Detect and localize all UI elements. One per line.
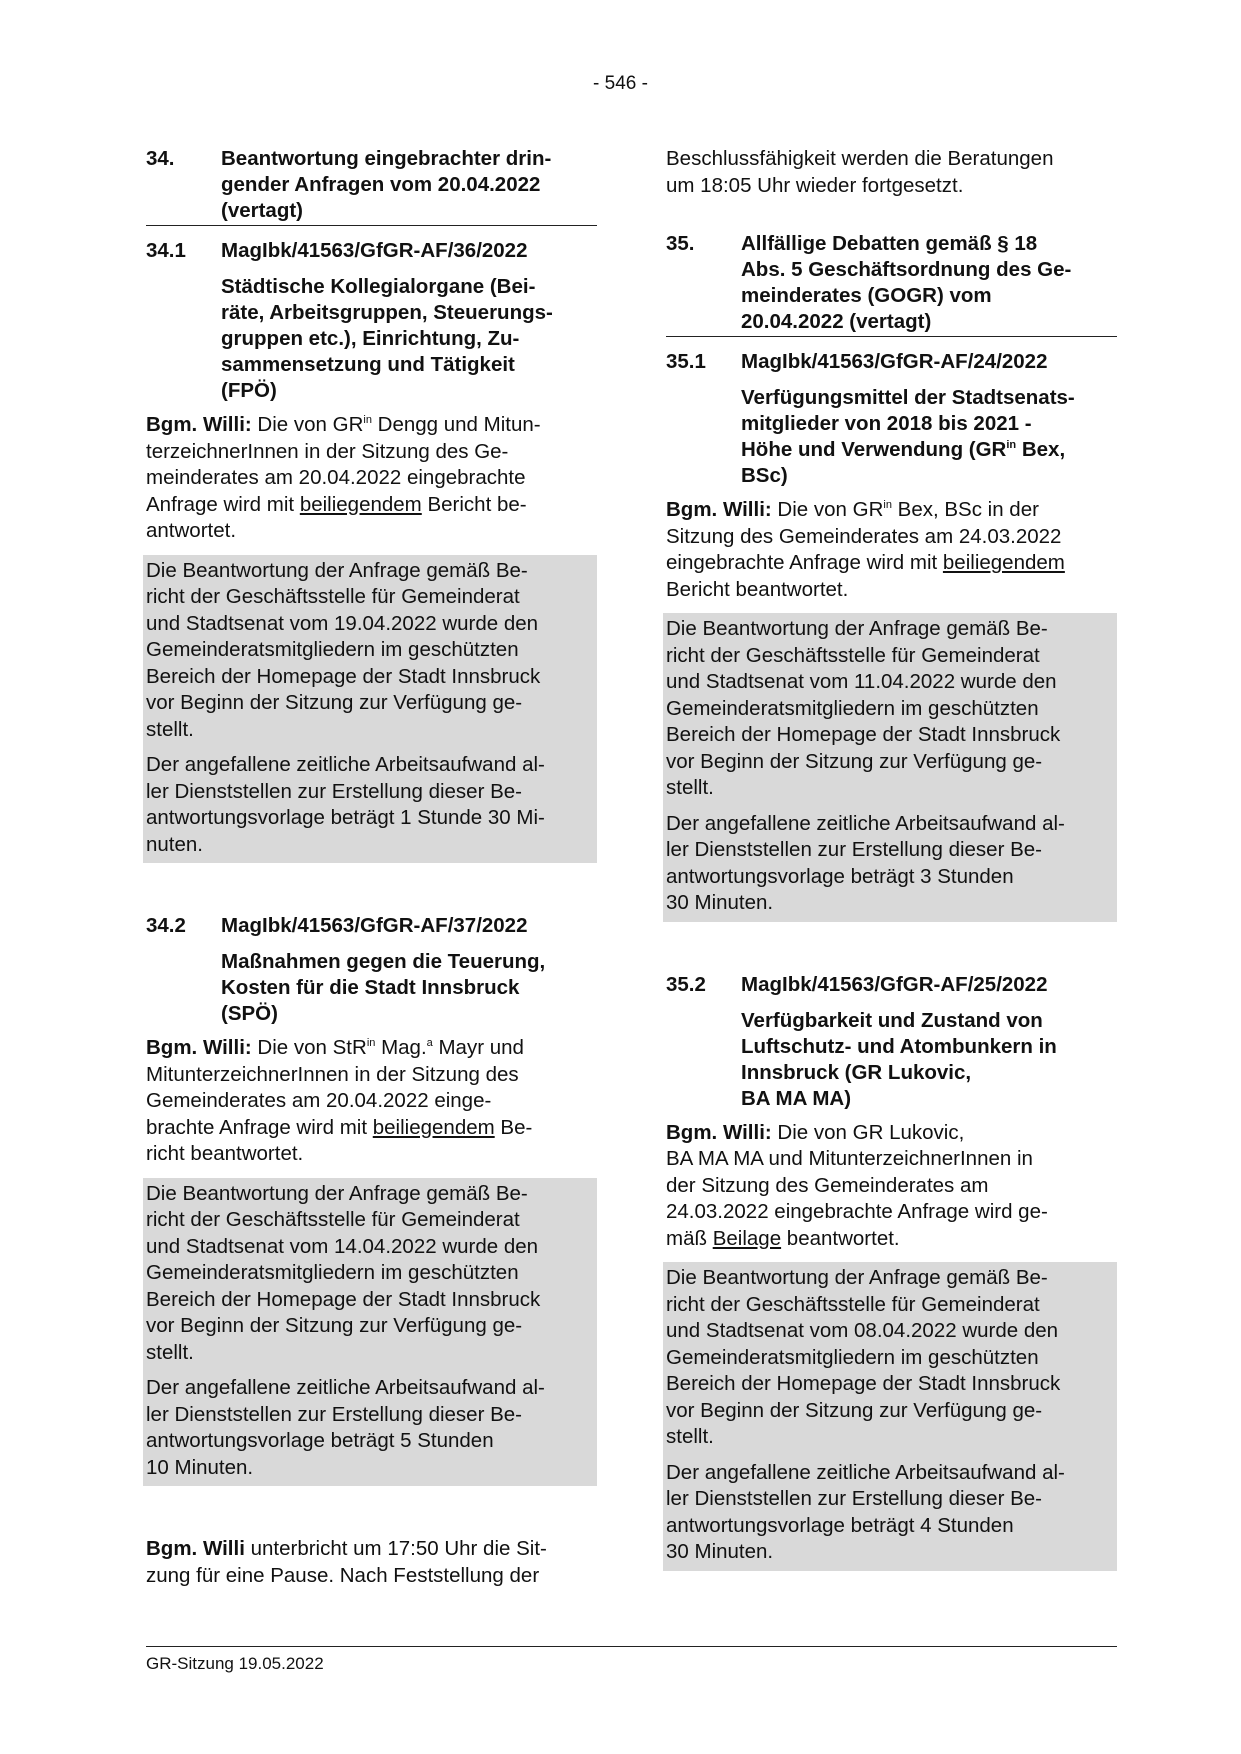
subtitle-line: Luftschutz- und Atombunkern in	[741, 1034, 1057, 1058]
subtitle-line: Kosten für die Stadt Innsbruck	[221, 976, 520, 999]
footer-divider	[146, 1646, 1117, 1647]
body-line: meinderates am 20.04.2022 eingebrachte	[146, 466, 526, 489]
title-line: meinderates (GOGR) vom	[741, 284, 992, 307]
item-34-2-note	[143, 1178, 597, 1487]
item-number: 35.2	[666, 972, 706, 996]
body-text: Die von GR	[251, 413, 364, 436]
body-text: Mag.	[375, 1036, 427, 1059]
subtitle-line: Städtische Kollegialorgane (Bei-	[221, 275, 536, 298]
body-text: Die von GR Lukovic,	[771, 1120, 965, 1144]
subtitle-text: Höhe und Verwendung (GR	[741, 438, 1007, 461]
superscript: in	[363, 414, 372, 426]
body-line: zung für eine Pause. Nach Feststellung der	[146, 1563, 540, 1587]
left-column	[146, 146, 597, 1589]
section-title	[741, 231, 1117, 335]
body-text: Dengg und Mitun-	[371, 413, 541, 436]
page-number: - 546 -	[593, 73, 648, 94]
subtitle-line: räte, Arbeitsgruppen, Steuerungs-	[221, 301, 553, 324]
body-line: der Sitzung des Gemeinderates am	[666, 1173, 989, 1197]
body-line: MitunterzeichnerInnen in der Sitzung des	[146, 1062, 519, 1086]
speaker-name: Bgm. Willi:	[146, 413, 252, 436]
effort-paragraph: Der angefallene zeitliche Arbeitsaufwand al- ler Dienststellen zur Erstellung dieser Be- antwortungsvorlage beträgt 1 Stunde 30 Mi- nuten.	[146, 753, 545, 856]
item-number: 34.1	[146, 239, 186, 262]
body-text: brachte Anfrage wird mit	[146, 1115, 373, 1139]
note-paragraph: Die Beantwortung der Anfrage gemäß Be- richt der Geschäftsstelle für Gemeinderat und Stadtsenat vom 14.04.2022 wurde den Gemeinderatsmitgliedern im geschützten Bereich der Homepage der Stadt Innsbruck vor Beginn der Sitzung zur Verfügung ge- stellt.	[146, 1181, 541, 1364]
section-number: 34.	[146, 147, 175, 170]
attachment-link[interactable]: beiliegendem	[372, 1115, 495, 1139]
body-line: 24.03.2022 eingebrachte Anfrage wird ge-	[666, 1200, 1048, 1223]
title-line: (vertagt)	[221, 199, 304, 222]
superscript: in	[366, 1037, 376, 1049]
note-paragraph: Die Beantwortung der Anfrage gemäß Be- richt der Geschäftsstelle für Gemeinderat und Stadtsenat vom 08.04.2022 wurde den Gemeinderatsmitgliedern im geschützten Bereich der Homepage der Stadt Innsbruck vor Beginn der Sitzung zur Verfügung ge- stellt.	[666, 1266, 1061, 1448]
body-text: Be-	[494, 1115, 533, 1139]
title-line: Abs. 5 Geschäftsordnung des Ge-	[741, 258, 1072, 281]
note-paragraph: Die Beantwortung der Anfrage gemäß Be- richt der Geschäftsstelle für Gemeinderat und Stadtsenat vom 11.04.2022 wurde den Gemeinderatsmitgliedern im geschützten Bereich der Homepage der Stadt Innsbruck vor Beginn der Sitzung zur Verfügung ge- stellt.	[666, 617, 1061, 799]
item-number: 34.2	[146, 914, 186, 937]
superscript: in	[1006, 439, 1017, 451]
item-35-2-subtitle	[741, 1008, 1117, 1112]
attachment-link[interactable]: beiliegendem	[942, 551, 1065, 574]
effort-paragraph: Der angefallene zeitliche Arbeitsaufwand al- ler Dienststellen zur Erstellung dieser Be- antwortungsvorlage beträgt 4 Stunden 30 Minuten.	[666, 1460, 1065, 1563]
body-text: eingebrachte Anfrage wird mit	[666, 551, 943, 574]
pause-note	[146, 1536, 597, 1589]
body-line: Sitzung des Gemeinderates am 24.03.2022	[666, 524, 1062, 548]
subtitle-line: sammensetzung und Tätigkeit	[221, 353, 515, 376]
body-line: Beschlussfähigkeit werden die Beratungen	[666, 147, 1054, 170]
section-34-heading	[146, 146, 597, 226]
item-code: MagIbk/41563/GfGR-AF/36/2022	[221, 239, 528, 262]
body-text: Mayr und	[432, 1036, 524, 1059]
note-paragraph: Die Beantwortung der Anfrage gemäß Be- richt der Geschäftsstelle für Gemeinderat und Stadtsenat vom 19.04.2022 wurde den Gemeinderatsmitgliedern im geschützten Bereich der Homepage der Stadt Innsbruck vor Beginn der Sitzung zur Verfügung ge- stellt.	[146, 558, 541, 741]
subtitle-text: Bex,	[1016, 438, 1066, 461]
subtitle-line: (FPÖ)	[221, 379, 277, 402]
item-34-1-heading	[146, 238, 597, 264]
footer-text: GR-Sitzung 19.05.2022	[146, 1654, 324, 1673]
item-34-1-subtitle	[221, 274, 597, 404]
body-text: mäß	[666, 1226, 713, 1250]
subtitle-line: Innsbruck (GR Lukovic,	[741, 1060, 972, 1084]
body-line: um 18:05 Uhr wieder fortgesetzt.	[666, 173, 964, 197]
subtitle-line: Verfügbarkeit und Zustand von	[741, 1008, 1043, 1032]
subtitle-line: gruppen etc.), Einrichtung, Zu-	[221, 327, 520, 350]
body-text: beantwortet.	[781, 1226, 900, 1250]
title-line: Allfällige Debatten gemäß § 18	[741, 232, 1038, 255]
item-35-2-note	[663, 1262, 1117, 1571]
body-line: Bericht beantwortet.	[666, 577, 849, 601]
section-number: 35.	[666, 232, 695, 255]
item-code: MagIbk/41563/GfGR-AF/37/2022	[221, 914, 528, 937]
body-text: unterbricht um 17:50 Uhr die Sit-	[244, 1537, 547, 1560]
item-35-2-heading	[666, 972, 1117, 998]
item-35-1-note	[663, 613, 1117, 922]
right-column	[666, 146, 1117, 1571]
subtitle-line: mitglieder von 2018 bis 2021 -	[741, 412, 1032, 435]
subtitle-line: BA MA MA)	[741, 1086, 852, 1110]
speaker-name: Bgm. Willi:	[666, 498, 772, 521]
subtitle-line: Maßnahmen gegen die Teuerung,	[221, 950, 546, 973]
item-34-1-body	[146, 412, 597, 545]
attachment-link[interactable]: beiliegendem	[299, 492, 422, 516]
body-line: richt beantwortet.	[146, 1142, 304, 1165]
item-34-1-note	[143, 555, 597, 864]
subtitle-line: Verfügungsmittel der Stadtsenats-	[741, 386, 1075, 409]
section-35-heading	[666, 231, 1117, 337]
item-34-2-body	[146, 1035, 597, 1168]
body-text: Die von GR	[771, 498, 884, 521]
item-35-1-heading	[666, 349, 1117, 375]
body-text: Bericht be-	[421, 492, 527, 516]
speaker-name: Bgm. Willi	[146, 1537, 245, 1560]
body-text: Anfrage wird mit	[146, 492, 300, 516]
speaker-name: Bgm. Willi:	[146, 1036, 252, 1059]
item-35-1-subtitle	[741, 385, 1117, 489]
pause-note-continued	[666, 146, 1117, 199]
subtitle-line: BSc)	[741, 464, 788, 487]
body-text: Bex, BSc in der	[891, 498, 1039, 521]
effort-paragraph: Der angefallene zeitliche Arbeitsaufwand al- ler Dienststellen zur Erstellung dieser Be- antwortungsvorlage beträgt 5 Stunden 10 Minuten.	[146, 1376, 545, 1479]
title-line: 20.04.2022 (vertagt)	[741, 310, 932, 333]
superscript: a	[426, 1037, 433, 1049]
body-line: Gemeinderates am 20.04.2022 einge-	[146, 1089, 492, 1112]
item-35-1-body	[666, 497, 1117, 603]
effort-paragraph: Der angefallene zeitliche Arbeitsaufwand al- ler Dienststellen zur Erstellung dieser Be- antwortungsvorlage beträgt 3 Stunden 30 Minuten.	[666, 811, 1065, 914]
item-number: 35.1	[666, 350, 706, 373]
item-code: MagIbk/41563/GfGR-AF/24/2022	[741, 350, 1048, 373]
item-code: MagIbk/41563/GfGR-AF/25/2022	[741, 972, 1048, 996]
body-line: BA MA MA und MitunterzeichnerInnen in	[666, 1147, 1033, 1170]
subtitle-line: (SPÖ)	[221, 1002, 278, 1025]
attachment-link[interactable]: Beilage	[712, 1226, 782, 1250]
superscript: in	[883, 499, 892, 511]
speaker-name: Bgm. Willi:	[666, 1120, 772, 1144]
item-35-2-body	[666, 1120, 1117, 1253]
body-line: antwortet.	[146, 519, 237, 542]
title-line: gender Anfragen vom 20.04.2022	[221, 173, 541, 196]
item-34-2-subtitle	[221, 949, 597, 1027]
body-text: Die von StR	[251, 1036, 367, 1059]
item-34-2-heading	[146, 913, 597, 939]
section-title	[221, 146, 597, 224]
title-line: Beantwortung eingebrachter drin-	[221, 147, 552, 170]
body-line: terzeichnerInnen in der Sitzung des Ge-	[146, 439, 509, 463]
